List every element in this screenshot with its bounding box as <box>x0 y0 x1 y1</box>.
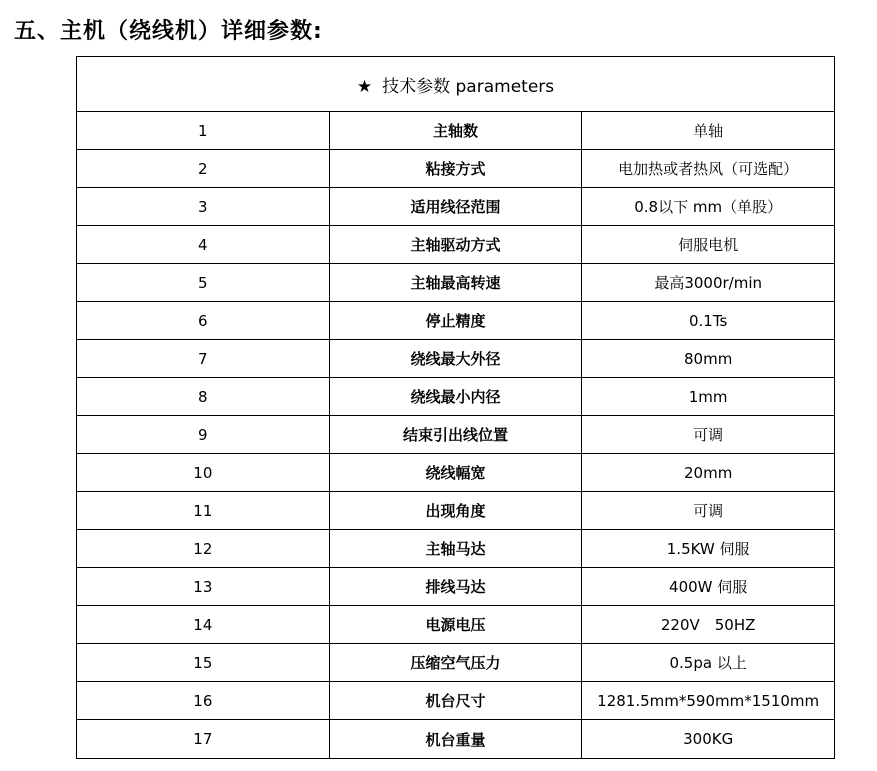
param-value: 1281.5mm*590mm*1510mm <box>582 682 835 720</box>
param-name: 排线马达 <box>329 568 582 606</box>
row-number: 9 <box>77 416 330 454</box>
param-value: 单轴 <box>582 112 835 150</box>
row-number: 13 <box>77 568 330 606</box>
table-row <box>77 568 835 606</box>
row-number: 17 <box>77 720 330 759</box>
param-name: 机台重量 <box>329 720 582 759</box>
table-row <box>77 150 835 188</box>
row-number: 10 <box>77 454 330 492</box>
table-row <box>77 530 835 568</box>
param-name: 电源电压 <box>329 606 582 644</box>
param-value: 可调 <box>582 492 835 530</box>
param-name: 适用线径范围 <box>329 188 582 226</box>
param-value: 400W 伺服 <box>582 568 835 606</box>
row-number: 3 <box>77 188 330 226</box>
param-value: 80mm <box>582 340 835 378</box>
row-number: 5 <box>77 264 330 302</box>
param-value: 300KG <box>582 720 835 759</box>
row-number: 8 <box>77 378 330 416</box>
param-name: 主轴最高转速 <box>329 264 582 302</box>
table-row <box>77 416 835 454</box>
param-name: 绕线幅宽 <box>329 454 582 492</box>
row-number: 6 <box>77 302 330 340</box>
param-name: 压缩空气压力 <box>329 644 582 682</box>
param-name: 粘接方式 <box>329 150 582 188</box>
table-row <box>77 378 835 416</box>
row-number: 7 <box>77 340 330 378</box>
table-row <box>77 720 835 759</box>
row-number: 16 <box>77 682 330 720</box>
param-value: 伺服电机 <box>582 226 835 264</box>
param-name: 出现角度 <box>329 492 582 530</box>
table-row <box>77 682 835 720</box>
param-value: 1.5KW 伺服 <box>582 530 835 568</box>
row-number: 14 <box>77 606 330 644</box>
param-value: 最高3000r/min <box>582 264 835 302</box>
table-row <box>77 492 835 530</box>
row-number: 4 <box>77 226 330 264</box>
param-name: 主轴驱动方式 <box>329 226 582 264</box>
section-heading: 五、主机（绕线机）详细参数: <box>14 19 323 44</box>
row-number: 1 <box>77 112 330 150</box>
row-number: 12 <box>77 530 330 568</box>
table-row <box>77 302 835 340</box>
row-number: 11 <box>77 492 330 530</box>
param-name: 机台尺寸 <box>329 682 582 720</box>
param-value: 可调 <box>582 416 835 454</box>
param-value: 1mm <box>582 378 835 416</box>
param-value: 0.1Ts <box>582 302 835 340</box>
table-row <box>77 644 835 682</box>
param-name: 绕线最小内径 <box>329 378 582 416</box>
table-row <box>77 454 835 492</box>
table-row <box>77 226 835 264</box>
param-name: 绕线最大外径 <box>329 340 582 378</box>
table-row <box>77 188 835 226</box>
row-number: 15 <box>77 644 330 682</box>
table-caption <box>77 57 835 112</box>
table-row <box>77 264 835 302</box>
table-row <box>77 606 835 644</box>
param-value: 0.8以下 mm（单股） <box>582 188 835 226</box>
param-name: 主轴数 <box>329 112 582 150</box>
table-row <box>77 340 835 378</box>
caption-text: 技术参数 parameters <box>382 76 555 97</box>
param-name: 结束引出线位置 <box>329 416 582 454</box>
parameters-table <box>76 56 835 759</box>
param-name: 停止精度 <box>329 302 582 340</box>
param-value: 电加热或者热风（可选配） <box>582 150 835 188</box>
param-value: 20mm <box>582 454 835 492</box>
param-name: 主轴马达 <box>329 530 582 568</box>
star-icon: ★ <box>356 76 373 97</box>
table-row <box>77 112 835 150</box>
row-number: 2 <box>77 150 330 188</box>
param-value: 220V 50HZ <box>582 606 835 644</box>
param-value: 0.5pa 以上 <box>582 644 835 682</box>
table-caption-row <box>77 57 835 112</box>
